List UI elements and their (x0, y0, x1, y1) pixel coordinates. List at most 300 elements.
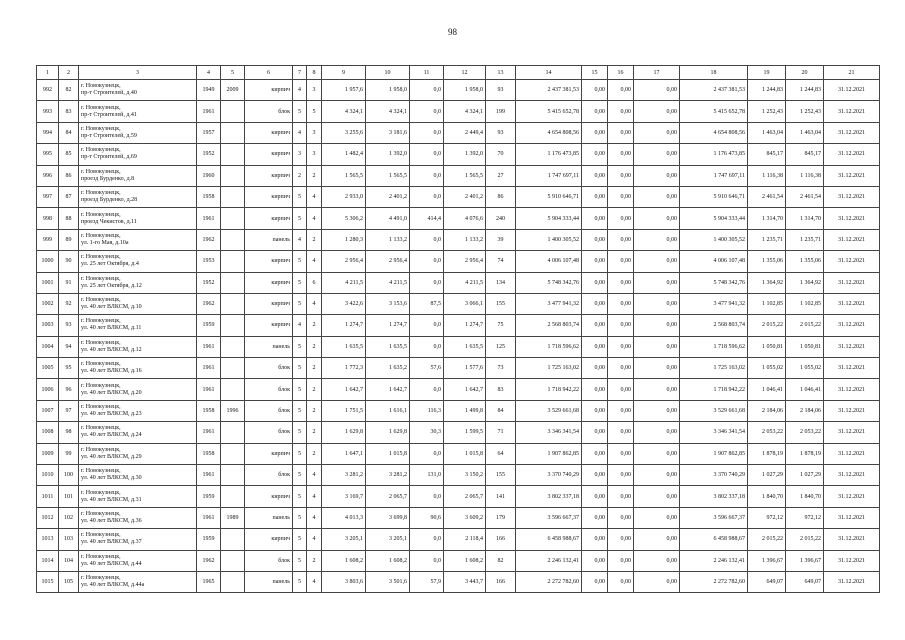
table-cell: 3 (307, 144, 322, 165)
address-cell (79, 80, 197, 101)
address-city: г. Новокузнецк, (81, 575, 121, 582)
table-cell: 2 956,4 (322, 251, 366, 272)
address-city: г. Новокузнецк, (81, 211, 121, 218)
table-cell: панель (245, 229, 293, 250)
address-street: проезд Бурденко, д.8 (81, 175, 135, 182)
table-row (37, 465, 880, 486)
address-street: ул. 40 лет ВЛКСМ, д.44 (81, 560, 142, 567)
table-cell: 0,00 (582, 251, 608, 272)
table-cell: 4 006 107,48 (516, 251, 582, 272)
table-cell: 98 (59, 422, 79, 443)
address-cell (79, 465, 197, 486)
table-cell: 1 718 942,22 (680, 379, 748, 400)
table-cell: 31.12.2021 (824, 507, 880, 528)
table-cell: 1 907 862,85 (680, 443, 748, 464)
table-cell: 5 (293, 186, 307, 207)
table-row (37, 122, 880, 143)
table-cell: 3 066,1 (444, 293, 486, 314)
table-cell: 5 904 333,44 (516, 208, 582, 229)
address-street: ул. 40 лет ВЛКСМ, д.36 (81, 518, 142, 524)
column-header: 12 (444, 66, 486, 80)
table-cell: 0,00 (634, 400, 680, 421)
table-cell: блок (245, 422, 293, 443)
address-street: ул. 25 лет Октября, д.4 (81, 261, 139, 268)
table-cell: 4 324,1 (444, 101, 486, 122)
table-cell: 2009 (221, 80, 245, 101)
table-cell: 155 (486, 293, 516, 314)
table-cell: 2 015,22 (748, 529, 786, 550)
table-cell: 1960 (197, 165, 221, 186)
table-cell: блок (245, 465, 293, 486)
table-cell: 1 577,6 (444, 358, 486, 379)
table-row (37, 293, 880, 314)
table-cell: 0,00 (608, 358, 634, 379)
table-cell: 155 (486, 465, 516, 486)
table-cell: 102 (59, 507, 79, 528)
address-cell (79, 272, 197, 293)
table-cell: 2 246 132,41 (516, 550, 582, 571)
table-cell: 4 211,5 (444, 272, 486, 293)
address-cell (79, 486, 197, 507)
table-cell: 1 392,0 (444, 144, 486, 165)
table-cell: 999 (37, 229, 59, 250)
table-cell: 0,00 (582, 229, 608, 250)
table-cell: 2 272 782,60 (516, 571, 582, 592)
table-cell: 0,00 (608, 101, 634, 122)
table-cell: 0,00 (634, 379, 680, 400)
table-cell: 2 568 803,74 (680, 315, 748, 336)
table-cell: 1006 (37, 379, 59, 400)
table-cell: 86 (59, 165, 79, 186)
column-header: 20 (786, 66, 824, 80)
table-cell: 1958 (197, 400, 221, 421)
column-header: 18 (680, 66, 748, 80)
table-cell: 0,00 (634, 272, 680, 293)
table-cell: 3 346 341,54 (680, 422, 748, 443)
table-cell: 71 (486, 422, 516, 443)
table-cell: 5 415 652,78 (516, 101, 582, 122)
table-cell: 125 (486, 336, 516, 357)
table-cell: 116,3 (410, 400, 444, 421)
table-cell: 0,0 (410, 550, 444, 571)
table-cell: 0,00 (582, 422, 608, 443)
table-cell: 31.12.2021 (824, 443, 880, 464)
table-cell: 5 (293, 272, 307, 293)
table-cell: 93 (486, 80, 516, 101)
address-city: г. Новокузнецк, (81, 318, 121, 325)
table-cell: 1012 (37, 507, 59, 528)
table-cell: 1 355,06 (786, 251, 824, 272)
table-cell: 31.12.2021 (824, 101, 880, 122)
address-city: г. Новокузнецк, (81, 361, 121, 368)
address-cell (79, 422, 197, 443)
address-cell (79, 400, 197, 421)
table-cell: 3 529 661,68 (516, 400, 582, 421)
table-cell: 83 (59, 101, 79, 122)
table-cell: 0,00 (608, 122, 634, 143)
table-cell: 1 027,29 (786, 465, 824, 486)
table-cell: 92 (59, 293, 79, 314)
address-city: г. Новокузнецк, (81, 104, 121, 111)
table-cell: 82 (59, 80, 79, 101)
table-cell: 1 840,70 (786, 486, 824, 507)
table-cell: 1011 (37, 486, 59, 507)
table-cell: 1 274,7 (444, 315, 486, 336)
table-cell (221, 251, 245, 272)
table-cell: 4 211,5 (322, 272, 366, 293)
table-cell: 2 (307, 379, 322, 400)
table-cell: 1 635,2 (366, 358, 410, 379)
table-cell (221, 571, 245, 592)
table-cell: 1 718 942,22 (516, 379, 582, 400)
table-cell: 4 (293, 80, 307, 101)
table-cell: 31.12.2021 (824, 571, 880, 592)
table-cell: 3 699,8 (366, 507, 410, 528)
table-cell: 64 (486, 443, 516, 464)
table-cell: 2 065,7 (444, 486, 486, 507)
address-city: г. Новокузнецк, (81, 275, 121, 282)
table-cell: 0,00 (608, 443, 634, 464)
table-cell: 0,00 (634, 571, 680, 592)
table-cell: 31.12.2021 (824, 358, 880, 379)
table-cell: 0,00 (634, 186, 680, 207)
table-cell: 1015 (37, 571, 59, 592)
address-cell (79, 165, 197, 186)
table-cell: 0,00 (608, 507, 634, 528)
table-cell: 5 (293, 358, 307, 379)
table-cell: 0,00 (634, 229, 680, 250)
table-cell: 1 396,67 (748, 550, 786, 571)
table-cell: 1959 (197, 486, 221, 507)
address-cell (79, 358, 197, 379)
table-cell: 1 364,92 (748, 272, 786, 293)
table-cell: 3 (307, 80, 322, 101)
table-cell: кирпич (245, 144, 293, 165)
column-header: 10 (366, 66, 410, 80)
table-cell: 2 065,7 (366, 486, 410, 507)
table-cell: 74 (486, 251, 516, 272)
table-cell: 1 635,5 (444, 336, 486, 357)
table-cell: 88 (59, 208, 79, 229)
table-cell: 2 (307, 400, 322, 421)
table-cell: 1 235,71 (748, 229, 786, 250)
table-cell: 1961 (197, 465, 221, 486)
table-cell: 31.12.2021 (824, 400, 880, 421)
table-cell: 1957 (197, 122, 221, 143)
table-cell: 1 725 163,02 (516, 358, 582, 379)
table-cell: 1996 (221, 400, 245, 421)
table-cell: 2 437 381,53 (680, 80, 748, 101)
address-street: ул. 25 лет Октября, д.12 (81, 282, 142, 289)
table-cell: 0,00 (582, 507, 608, 528)
table-cell: 4 (307, 571, 322, 592)
table-cell: кирпич (245, 486, 293, 507)
table-cell (221, 186, 245, 207)
table-cell: 31.12.2021 (824, 122, 880, 143)
table-cell: 1 482,4 (322, 144, 366, 165)
table-cell: кирпич (245, 315, 293, 336)
table-cell: 1 565,5 (366, 165, 410, 186)
table-cell: 1014 (37, 550, 59, 571)
table-cell: 5 748 342,76 (516, 272, 582, 293)
page-number: 98 (448, 27, 457, 37)
table-cell: 1 392,0 (366, 144, 410, 165)
address-street: ул. 40 лет ВЛКСМ, д.11 (81, 325, 142, 332)
table-cell: 845,17 (748, 144, 786, 165)
table-cell: 972,12 (786, 507, 824, 528)
table-cell: 2 053,22 (786, 422, 824, 443)
table-cell: 0,00 (634, 80, 680, 101)
table-cell: 1 252,43 (748, 101, 786, 122)
table-cell: 1958 (197, 443, 221, 464)
table-cell: 1 725 163,02 (680, 358, 748, 379)
table-cell (221, 208, 245, 229)
address-city: г. Новокузнецк, (81, 168, 121, 175)
table-cell (221, 443, 245, 464)
table-cell: 0,00 (582, 400, 608, 421)
table-cell: 6 458 988,67 (680, 529, 748, 550)
table-cell: 3 477 941,32 (516, 293, 582, 314)
table-cell: 0,0 (410, 529, 444, 550)
table-cell: 0,00 (582, 293, 608, 314)
table-cell: 0,00 (634, 208, 680, 229)
table-cell: кирпич (245, 293, 293, 314)
table-cell: 0,0 (410, 80, 444, 101)
table-cell (221, 550, 245, 571)
table-cell: 0,00 (608, 208, 634, 229)
table-cell: 845,17 (786, 144, 824, 165)
table-cell: 103 (59, 529, 79, 550)
table-cell: 1 772,3 (322, 358, 366, 379)
address-city: г. Новокузнецк, (81, 425, 121, 432)
table-cell: 90 (59, 251, 79, 272)
table-cell: 3 609,2 (444, 507, 486, 528)
table-cell: 3 205,1 (322, 529, 366, 550)
table-cell: 5 (293, 422, 307, 443)
table-cell: 0,00 (608, 315, 634, 336)
table-cell: 84 (486, 400, 516, 421)
table-cell: 1 629,8 (322, 422, 366, 443)
address-cell (79, 101, 197, 122)
table-cell: 1 629,8 (366, 422, 410, 443)
table-cell: 3 370 740,29 (516, 465, 582, 486)
table-cell: 0,0 (410, 229, 444, 250)
address-cell (79, 144, 197, 165)
table-cell: 3 802 337,18 (516, 486, 582, 507)
header-row (37, 66, 880, 80)
table-cell: 0,00 (608, 144, 634, 165)
table-cell: 2 272 782,60 (680, 571, 748, 592)
address-city: г. Новокузнецк, (81, 190, 121, 197)
table-cell: 5 910 646,71 (680, 186, 748, 207)
table-cell: 0,0 (410, 379, 444, 400)
table-cell: блок (245, 550, 293, 571)
table-row (37, 443, 880, 464)
table-cell: 0,00 (634, 144, 680, 165)
address-city: г. Новокузнецк, (81, 532, 121, 539)
table-cell: 1 565,5 (444, 165, 486, 186)
table-cell: 0,00 (608, 186, 634, 207)
table-cell: 2 956,4 (444, 251, 486, 272)
table-cell: 5 (293, 529, 307, 550)
table-cell (221, 122, 245, 143)
table-row (37, 507, 880, 528)
address-street: ул. 40 лет ВЛКСМ, д.31 (81, 496, 142, 503)
table-cell: 1961 (197, 101, 221, 122)
table-cell: 1 958,0 (444, 80, 486, 101)
table-cell: 1002 (37, 293, 59, 314)
table-cell: 3 346 341,54 (516, 422, 582, 443)
table-cell: 1 244,83 (786, 80, 824, 101)
table-cell: 0,00 (582, 465, 608, 486)
table-cell: 31.12.2021 (824, 144, 880, 165)
table-row (37, 101, 880, 122)
table-cell: 70 (486, 144, 516, 165)
table-cell: 4 324,1 (366, 101, 410, 122)
table-cell: 1 364,92 (786, 272, 824, 293)
table-row (37, 486, 880, 507)
table-cell: 1 116,38 (748, 165, 786, 186)
table-cell: 0,00 (634, 550, 680, 571)
table-cell: 1961 (197, 336, 221, 357)
table-cell: 93 (486, 122, 516, 143)
address-street: ул. 40 лет ВЛКСМ, д.20 (81, 389, 142, 396)
table-cell: 5 910 646,71 (516, 186, 582, 207)
table-cell: 166 (486, 571, 516, 592)
address-cell (79, 186, 197, 207)
address-cell (79, 379, 197, 400)
table-cell: 0,00 (582, 165, 608, 186)
table-cell: 1 747 697,11 (680, 165, 748, 186)
table-cell: 0,00 (608, 529, 634, 550)
table-cell: 1965 (197, 571, 221, 592)
table-cell: 104 (59, 550, 79, 571)
table-cell: 101 (59, 486, 79, 507)
table-cell: 4 654 808,56 (516, 122, 582, 143)
address-city: г. Новокузнецк, (81, 125, 121, 132)
table-cell: блок (245, 379, 293, 400)
table-cell (221, 379, 245, 400)
table-cell: 1005 (37, 358, 59, 379)
table-cell: 1 055,02 (786, 358, 824, 379)
table-cell: 0,00 (608, 571, 634, 592)
table-cell: 0,00 (634, 251, 680, 272)
table-cell: 31.12.2021 (824, 208, 880, 229)
table-cell: 0,00 (608, 486, 634, 507)
table-cell: 4 (307, 529, 322, 550)
table-cell: 1 355,06 (748, 251, 786, 272)
table-cell: 31.12.2021 (824, 229, 880, 250)
address-cell (79, 550, 197, 571)
address-street: ул. 40 лет ВЛКСМ, д.16 (81, 368, 142, 375)
table-cell: 0,00 (634, 165, 680, 186)
table-cell: 57,9 (410, 571, 444, 592)
column-header: 2 (59, 66, 79, 80)
table-cell: панель (245, 336, 293, 357)
address-cell (79, 315, 197, 336)
table-row (37, 336, 880, 357)
table-cell: 1 314,70 (748, 208, 786, 229)
table-cell: кирпич (245, 272, 293, 293)
table-cell: 3 803,6 (322, 571, 366, 592)
table-cell: 0,0 (410, 272, 444, 293)
table-cell: 1 055,02 (748, 358, 786, 379)
table-cell: 1962 (197, 550, 221, 571)
table-cell: 31.12.2021 (824, 251, 880, 272)
address-street: проезд Чекистов, д.11 (81, 218, 137, 225)
table-cell: 2 933,0 (322, 186, 366, 207)
address-cell (79, 293, 197, 314)
table-cell: 5 (293, 251, 307, 272)
column-header: 9 (322, 66, 366, 80)
table-cell: 0,00 (608, 422, 634, 443)
table-cell: 1962 (197, 293, 221, 314)
table-cell: 97 (59, 400, 79, 421)
table-cell: 1 274,7 (366, 315, 410, 336)
table-cell: 0,00 (582, 571, 608, 592)
table-cell: 4 491,0 (366, 208, 410, 229)
table-cell: 4 (307, 486, 322, 507)
table-cell: 1013 (37, 529, 59, 550)
table-cell: 2 015,22 (748, 315, 786, 336)
table-cell: 96 (59, 379, 79, 400)
table-cell: 1952 (197, 272, 221, 293)
table-cell (221, 422, 245, 443)
table-cell: 1 015,8 (366, 443, 410, 464)
table-cell: 0,00 (634, 293, 680, 314)
table-cell: 82 (486, 550, 516, 571)
table-row (37, 229, 880, 250)
table-cell: 1 647,1 (322, 443, 366, 464)
address-city: г. Новокузнецк, (81, 553, 121, 560)
table-cell: 0,0 (410, 122, 444, 143)
table-cell: 1 565,5 (322, 165, 366, 186)
table-cell: 95 (59, 358, 79, 379)
table-cell: 73 (486, 358, 516, 379)
table-cell: 3 596 667,37 (516, 507, 582, 528)
table-cell: 0,00 (582, 272, 608, 293)
table-cell: 2 (307, 315, 322, 336)
table-cell: 972,12 (748, 507, 786, 528)
table-cell: 2 449,4 (444, 122, 486, 143)
table-cell: 0,00 (608, 251, 634, 272)
table-cell: 105 (59, 571, 79, 592)
table-cell: 2 401,2 (444, 186, 486, 207)
table-cell: 0,00 (608, 165, 634, 186)
table-cell: 996 (37, 165, 59, 186)
table-cell: 179 (486, 507, 516, 528)
table-cell: 199 (486, 101, 516, 122)
table-cell: 2 184,06 (786, 400, 824, 421)
table-row (37, 571, 880, 592)
table-cell: 1 027,29 (748, 465, 786, 486)
table-cell: 3 477 941,32 (680, 293, 748, 314)
table-cell: 31.12.2021 (824, 336, 880, 357)
address-city: г. Новокузнецк, (81, 232, 121, 239)
table-cell: 4 (307, 208, 322, 229)
table-cell: 30,3 (410, 422, 444, 443)
table-cell: 2 (293, 165, 307, 186)
table-cell: кирпич (245, 251, 293, 272)
column-header: 19 (748, 66, 786, 80)
table-cell: 0,00 (582, 315, 608, 336)
table-cell: 0,0 (410, 101, 444, 122)
table-cell: 86 (486, 186, 516, 207)
table-cell: блок (245, 101, 293, 122)
table-cell: 1003 (37, 315, 59, 336)
address-street: ул. 40 лет ВЛКСМ, д.29 (81, 453, 142, 460)
table-cell: 2 184,06 (748, 400, 786, 421)
